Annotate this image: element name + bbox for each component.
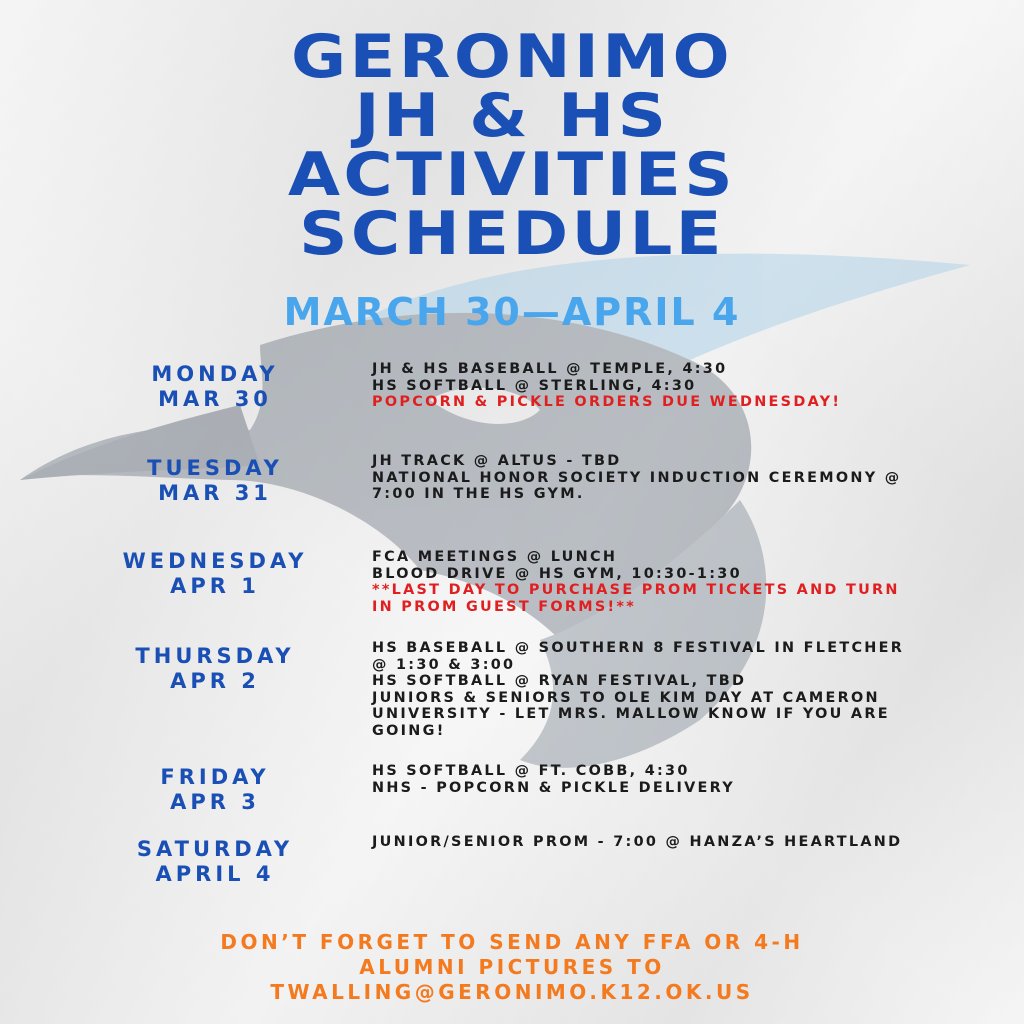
event-line: JUNIOR/SENIOR PROM - 7:00 @ HANZA’S HEARTLAND	[372, 834, 903, 850]
weekday: FRIDAY	[160, 765, 270, 789]
day-label-tuesday	[95, 456, 335, 506]
footer-note	[0, 930, 1024, 1005]
event-line-highlight: POPCORN & PICKLE ORDERS DUE WEDNESDAY!	[372, 394, 842, 410]
event-line-highlight: IN PROM GUEST FORMS!**	[372, 598, 637, 615]
weekday: WEDNESDAY	[122, 549, 308, 573]
day-label-thursday	[95, 644, 335, 694]
event-line: FCA MEETINGS @ LUNCH	[372, 549, 618, 565]
title-line: JH & HS	[354, 81, 670, 151]
event-line: JUNIORS & SENIORS TO OLE KIM DAY AT CAMERON	[372, 689, 880, 706]
day-label-wednesday	[95, 549, 335, 599]
event-line: JH TRACK @ ALTUS - TBD	[372, 453, 622, 469]
events-tuesday	[372, 453, 972, 503]
footer-email: TWALLING@GERONIMO.K12.OK.US	[270, 980, 754, 1004]
event-line: BLOOD DRIVE @ HS GYM, 10:30-1:30	[372, 565, 742, 582]
events-saturday	[372, 834, 972, 851]
event-line: GOING!	[372, 722, 446, 739]
weekday: TUESDAY	[147, 456, 283, 480]
weekday: SATURDAY	[136, 837, 294, 861]
event-line: NATIONAL HONOR SOCIETY INDUCTION CEREMONY @	[372, 469, 902, 486]
events-friday	[372, 763, 972, 796]
events-thursday	[372, 640, 972, 739]
event-line-highlight: **LAST DAY TO PURCHASE PROM TICKETS AND TURN	[372, 582, 900, 598]
event-line: HS SOFTBALL @ FT. COBB, 4:30	[372, 763, 690, 779]
day-date: APR 3	[170, 790, 260, 814]
footer-line: ALUMNI PICTURES TO	[359, 955, 665, 979]
event-line: JH & HS BASEBALL @ TEMPLE, 4:30	[372, 361, 728, 377]
title-line: GERONIMO	[290, 22, 734, 92]
footer-line: DON’T FORGET TO SEND ANY FFA OR 4-H	[220, 930, 804, 954]
page-title	[0, 22, 1024, 269]
day-label-friday	[95, 765, 335, 815]
day-date: APR 2	[170, 669, 260, 693]
event-line: NHS - POPCORN & PICKLE DELIVERY	[372, 779, 735, 796]
day-date: APRIL 4	[155, 862, 275, 886]
date-range: MARCH 30—APRIL 4	[283, 290, 741, 334]
weekday: MONDAY	[151, 362, 279, 386]
day-date: MAR 30	[158, 387, 272, 411]
event-line: 7:00 IN THE HS GYM.	[372, 486, 585, 502]
event-line: UNIVERSITY - LET MRS. MALLOW KNOW IF YOU ARE	[372, 706, 890, 722]
day-date: APR 1	[170, 574, 260, 598]
title-line: SCHEDULE	[299, 199, 725, 269]
event-line: HS SOFTBALL @ STERLING, 4:30	[372, 377, 697, 394]
event-line: HS BASEBALL @ SOUTHERN 8 FESTIVAL IN FLETCHER	[372, 640, 905, 656]
title-line: ACTIVITIES	[288, 140, 736, 210]
weekday: THURSDAY	[135, 644, 295, 668]
day-date: MAR 31	[158, 481, 272, 505]
event-line: HS SOFTBALL @ RYAN FESTIVAL, TBD	[372, 673, 747, 689]
day-label-saturday	[95, 837, 335, 887]
event-line: @ 1:30 & 3:00	[372, 656, 516, 673]
events-wednesday	[372, 549, 972, 615]
day-label-monday	[95, 362, 335, 412]
events-monday	[372, 361, 972, 411]
